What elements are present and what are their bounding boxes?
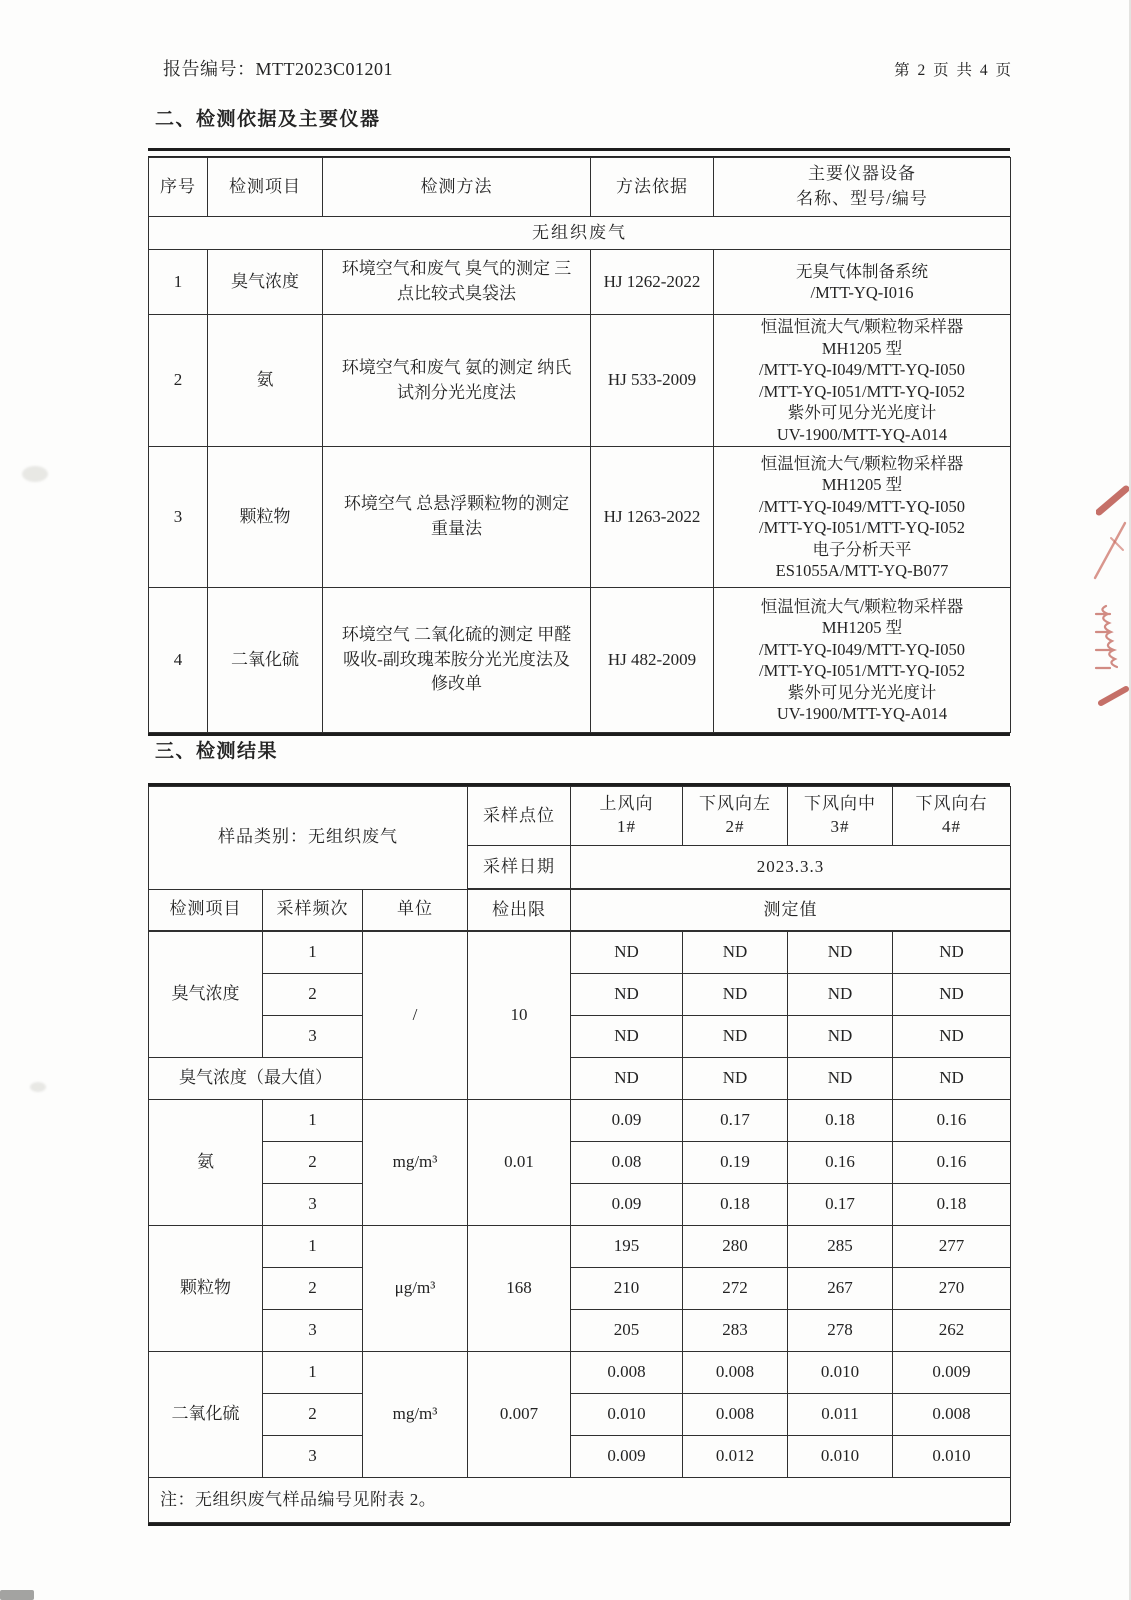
instrument-line: /MTT-YQ-I049/MTT-YQ-I050 [759, 360, 965, 379]
value-cell: ND [893, 974, 1011, 1016]
value-cell: 277 [893, 1226, 1011, 1268]
value-cell: 0.010 [893, 1436, 1011, 1478]
row-basis: HJ 1263-2022 [591, 447, 714, 588]
row-no: 4 [149, 588, 208, 733]
instrument-line: MH1205 型 [821, 338, 903, 358]
particulate-row-1 [149, 1226, 1011, 1268]
section-title-results: 三、检测结果 [155, 741, 279, 762]
instrument-line: /MTT-YQ-I049/MTT-YQ-I050 [759, 496, 965, 516]
row-method: 环境空气和废气 臭气的测定 三点比较式臭袋法 [323, 250, 591, 315]
unit-cell: μg/m³ [363, 1226, 468, 1352]
value-cell: ND [571, 974, 683, 1016]
red-pen-mark-stroke-3 [1098, 683, 1130, 707]
value-cell: ND [571, 931, 683, 974]
group-item: 二氧化硫 [149, 1352, 263, 1478]
value-cell: 0.011 [788, 1394, 893, 1436]
row-item: 颗粒物 [208, 447, 323, 588]
instrument-line: 紫外可见分光光度计 [787, 682, 937, 702]
point-direction: 上风向 [599, 794, 654, 814]
row-no: 1 [149, 250, 208, 315]
row-instrument [714, 250, 1011, 315]
red-pen-mark-scribble [1092, 602, 1118, 680]
results-header-row-1 [149, 787, 1011, 846]
group-item: 颗粒物 [149, 1226, 263, 1352]
frequency-cell: 1 [263, 1226, 363, 1268]
row-no: 2 [149, 315, 208, 447]
header-no: 序号 [149, 158, 208, 217]
frequency-cell: 2 [263, 1268, 363, 1310]
point-direction: 下风向中 [804, 794, 876, 814]
instrument-line: /MTT-YQ-I051/MTT-YQ-I052 [759, 518, 965, 537]
instruments-table [148, 157, 1011, 733]
instrument-line: UV-1900/MTT-YQ-A014 [776, 424, 948, 444]
value-cell: 0.008 [893, 1394, 1011, 1436]
scan-smudge-left [22, 466, 48, 482]
value-cell: 278 [788, 1310, 893, 1352]
instruments-header-row [149, 158, 1011, 217]
value-cell: ND [683, 974, 788, 1016]
particulate-row-2 [149, 1268, 1011, 1310]
red-pen-mark-stroke-2 [1087, 520, 1129, 582]
odor-row-1 [149, 931, 1011, 974]
limit-cell: 0.007 [468, 1352, 571, 1478]
category-banner: 无组织废气 [149, 217, 1011, 250]
instrument-line: 无臭气体制备系统 [796, 261, 928, 281]
sampling-point-3 [788, 787, 893, 846]
value-cell: 0.16 [893, 1142, 1011, 1184]
value-cell: 285 [788, 1226, 893, 1268]
odor-max-label: 臭气浓度（最大值） [149, 1058, 363, 1100]
so2-row-2 [149, 1394, 1011, 1436]
value-cell: 0.008 [571, 1352, 683, 1394]
ammonia-row-3 [149, 1184, 1011, 1226]
value-cell: 283 [683, 1310, 788, 1352]
row-instrument [714, 315, 1011, 447]
instruments-row-3 [149, 447, 1011, 588]
value-cell: 0.19 [683, 1142, 788, 1184]
frequency-cell: 2 [263, 1394, 363, 1436]
value-cell: 0.18 [893, 1184, 1011, 1226]
scan-speck-bottom-left [0, 1590, 34, 1600]
sampling-date-label: 采样日期 [468, 846, 571, 890]
ammonia-row-1 [149, 1100, 1011, 1142]
row-basis: HJ 1262-2022 [591, 250, 714, 315]
instrument-line: 紫外可见分光光度计 [787, 403, 937, 422]
scan-smudge-left-2 [30, 1082, 46, 1092]
instrument-line: 恒温恒流大气/颗粒物采样器 [760, 317, 964, 336]
instrument-line: UV-1900/MTT-YQ-A014 [776, 704, 948, 723]
value-cell: ND [788, 1016, 893, 1058]
header-basis: 方法依据 [591, 158, 714, 217]
ammonia-row-2 [149, 1142, 1011, 1184]
instrument-line: 电子分析天平 [812, 539, 912, 559]
value-cell: 0.08 [571, 1142, 683, 1184]
header-item: 检测项目 [149, 889, 263, 931]
header-detection-limit: 检出限 [468, 889, 571, 931]
instrument-line: /MTT-YQ-I051/MTT-YQ-I052 [759, 661, 965, 680]
instruments-table-wrap [148, 148, 1010, 736]
row-basis: HJ 533-2009 [591, 315, 714, 447]
page-indicator: 第 2 页 共 4 页 [894, 62, 1013, 79]
unit-cell: mg/m³ [363, 1352, 468, 1478]
unit-cell: mg/m³ [363, 1100, 468, 1226]
row-instrument [714, 588, 1011, 733]
value-cell: 0.17 [788, 1184, 893, 1226]
so2-row-1 [149, 1352, 1011, 1394]
value-cell: ND [571, 1016, 683, 1058]
point-direction: 下风向左 [699, 794, 771, 814]
frequency-cell: 1 [263, 1352, 363, 1394]
row-method: 环境空气和废气 氨的测定 纳氏试剂分光光度法 [323, 315, 591, 447]
row-item: 臭气浓度 [208, 250, 323, 315]
instrument-line: 恒温恒流大气/颗粒物采样器 [760, 596, 964, 616]
value-cell: 0.18 [788, 1100, 893, 1142]
value-cell: ND [683, 1016, 788, 1058]
value-cell: 0.09 [571, 1100, 683, 1142]
instrument-line: /MTT-YQ-I049/MTT-YQ-I050 [759, 639, 965, 659]
value-cell: 0.010 [788, 1436, 893, 1478]
value-cell: 0.17 [683, 1100, 788, 1142]
value-cell: ND [683, 1058, 788, 1100]
group-item: 氨 [149, 1100, 263, 1226]
unit-cell: / [363, 931, 468, 1100]
point-number: 2# [725, 817, 745, 836]
value-cell: ND [893, 1016, 1011, 1058]
frequency-cell: 3 [263, 1310, 363, 1352]
limit-cell: 0.01 [468, 1100, 571, 1226]
odor-row-2 [149, 974, 1011, 1016]
point-direction: 下风向右 [915, 794, 988, 814]
instrument-line: /MTT-YQ-I051/MTT-YQ-I052 [759, 381, 965, 401]
limit-cell: 168 [468, 1226, 571, 1352]
frequency-cell: 3 [263, 1184, 363, 1226]
frequency-cell: 2 [263, 1142, 363, 1184]
value-cell: 270 [893, 1268, 1011, 1310]
instruments-row-4 [149, 588, 1011, 733]
sampling-point-1 [571, 787, 683, 846]
instrument-line: MH1205 型 [821, 475, 903, 494]
value-cell: 205 [571, 1310, 683, 1352]
row-instrument [714, 447, 1011, 588]
header-unit: 单位 [363, 889, 468, 931]
limit-cell: 10 [468, 931, 571, 1100]
value-cell: 195 [571, 1226, 683, 1268]
header-item: 检测项目 [208, 158, 323, 217]
particulate-row-3 [149, 1310, 1011, 1352]
value-cell: ND [788, 974, 893, 1016]
instrument-line: ES1055A/MTT-YQ-B077 [775, 561, 949, 580]
row-item: 氨 [208, 315, 323, 447]
note-row [149, 1478, 1011, 1523]
value-cell: 267 [788, 1268, 893, 1310]
value-cell: 0.008 [683, 1394, 788, 1436]
value-cell: 0.09 [571, 1184, 683, 1226]
table-note: 注：无组织废气样品编号见附表 2。 [149, 1478, 1011, 1523]
header-frequency: 采样频次 [263, 889, 363, 931]
odor-row-3 [149, 1016, 1011, 1058]
sampling-point-4 [893, 787, 1011, 846]
value-cell: 0.16 [893, 1100, 1011, 1142]
frequency-cell: 1 [263, 1100, 363, 1142]
table2-bottom-rule [148, 1523, 1010, 1526]
results-table [148, 786, 1011, 1523]
value-cell: 272 [683, 1268, 788, 1310]
value-cell: ND [571, 1058, 683, 1100]
header-instrument-line1: 主要仪器设备 [808, 164, 916, 184]
sampling-point-label: 采样点位 [468, 787, 571, 846]
table1-top-rule [148, 148, 1010, 157]
point-number: 1# [617, 817, 636, 836]
instrument-line: MH1205 型 [821, 618, 903, 637]
section-title-instruments: 二、检测依据及主要仪器 [155, 109, 381, 130]
group-item: 臭气浓度 [149, 931, 263, 1058]
results-header-row-3 [149, 889, 1011, 931]
frequency-cell: 3 [263, 1016, 363, 1058]
value-cell: 0.18 [683, 1184, 788, 1226]
header-measured-value: 测定值 [571, 889, 1011, 931]
value-cell: 0.008 [683, 1352, 788, 1394]
row-method: 环境空气 总悬浮颗粒物的测定 重量法 [323, 447, 591, 588]
value-cell: ND [893, 1058, 1011, 1100]
instruments-row-1 [149, 250, 1011, 315]
value-cell: 0.010 [788, 1352, 893, 1394]
value-cell: 0.010 [571, 1394, 683, 1436]
value-cell: 280 [683, 1226, 788, 1268]
value-cell: 0.012 [683, 1436, 788, 1478]
value-cell: 210 [571, 1268, 683, 1310]
value-cell: ND [893, 931, 1011, 974]
row-basis: HJ 482-2009 [591, 588, 714, 733]
results-table-wrap [148, 783, 1010, 1526]
page-header [163, 55, 1013, 81]
row-item: 二氧化硫 [208, 588, 323, 733]
sample-category: 样品类别：无组织废气 [149, 787, 468, 890]
frequency-cell: 1 [263, 931, 363, 974]
value-cell: ND [683, 931, 788, 974]
report-number: 报告编号：MTT2023C01201 [163, 59, 394, 79]
header-instrument [714, 158, 1011, 217]
value-cell: 0.009 [893, 1352, 1011, 1394]
value-cell: 262 [893, 1310, 1011, 1352]
value-cell: ND [788, 1058, 893, 1100]
value-cell: ND [788, 931, 893, 974]
header-method: 检测方法 [323, 158, 591, 217]
frequency-cell: 3 [263, 1436, 363, 1478]
instrument-line: /MTT-YQ-I016 [810, 283, 914, 302]
row-no: 3 [149, 447, 208, 588]
point-number: 4# [942, 817, 961, 836]
instruments-row-2 [149, 315, 1011, 447]
header-instrument-line2: 名称、型号/编号 [796, 189, 928, 208]
value-cell: 0.009 [571, 1436, 683, 1478]
sampling-point-2 [683, 787, 788, 846]
point-number: 3# [830, 817, 850, 836]
red-pen-mark-stroke-1 [1096, 482, 1130, 516]
value-cell: 0.16 [788, 1142, 893, 1184]
sampling-date: 2023.3.3 [571, 846, 1011, 890]
frequency-cell: 2 [263, 974, 363, 1016]
row-method: 环境空气 二氧化硫的测定 甲醛吸收-副玫瑰苯胺分光光度法及修改单 [323, 588, 591, 733]
so2-row-3 [149, 1436, 1011, 1478]
instrument-line: 恒温恒流大气/颗粒物采样器 [760, 453, 964, 473]
category-banner-row [149, 217, 1011, 250]
odor-max-row [149, 1058, 1011, 1100]
